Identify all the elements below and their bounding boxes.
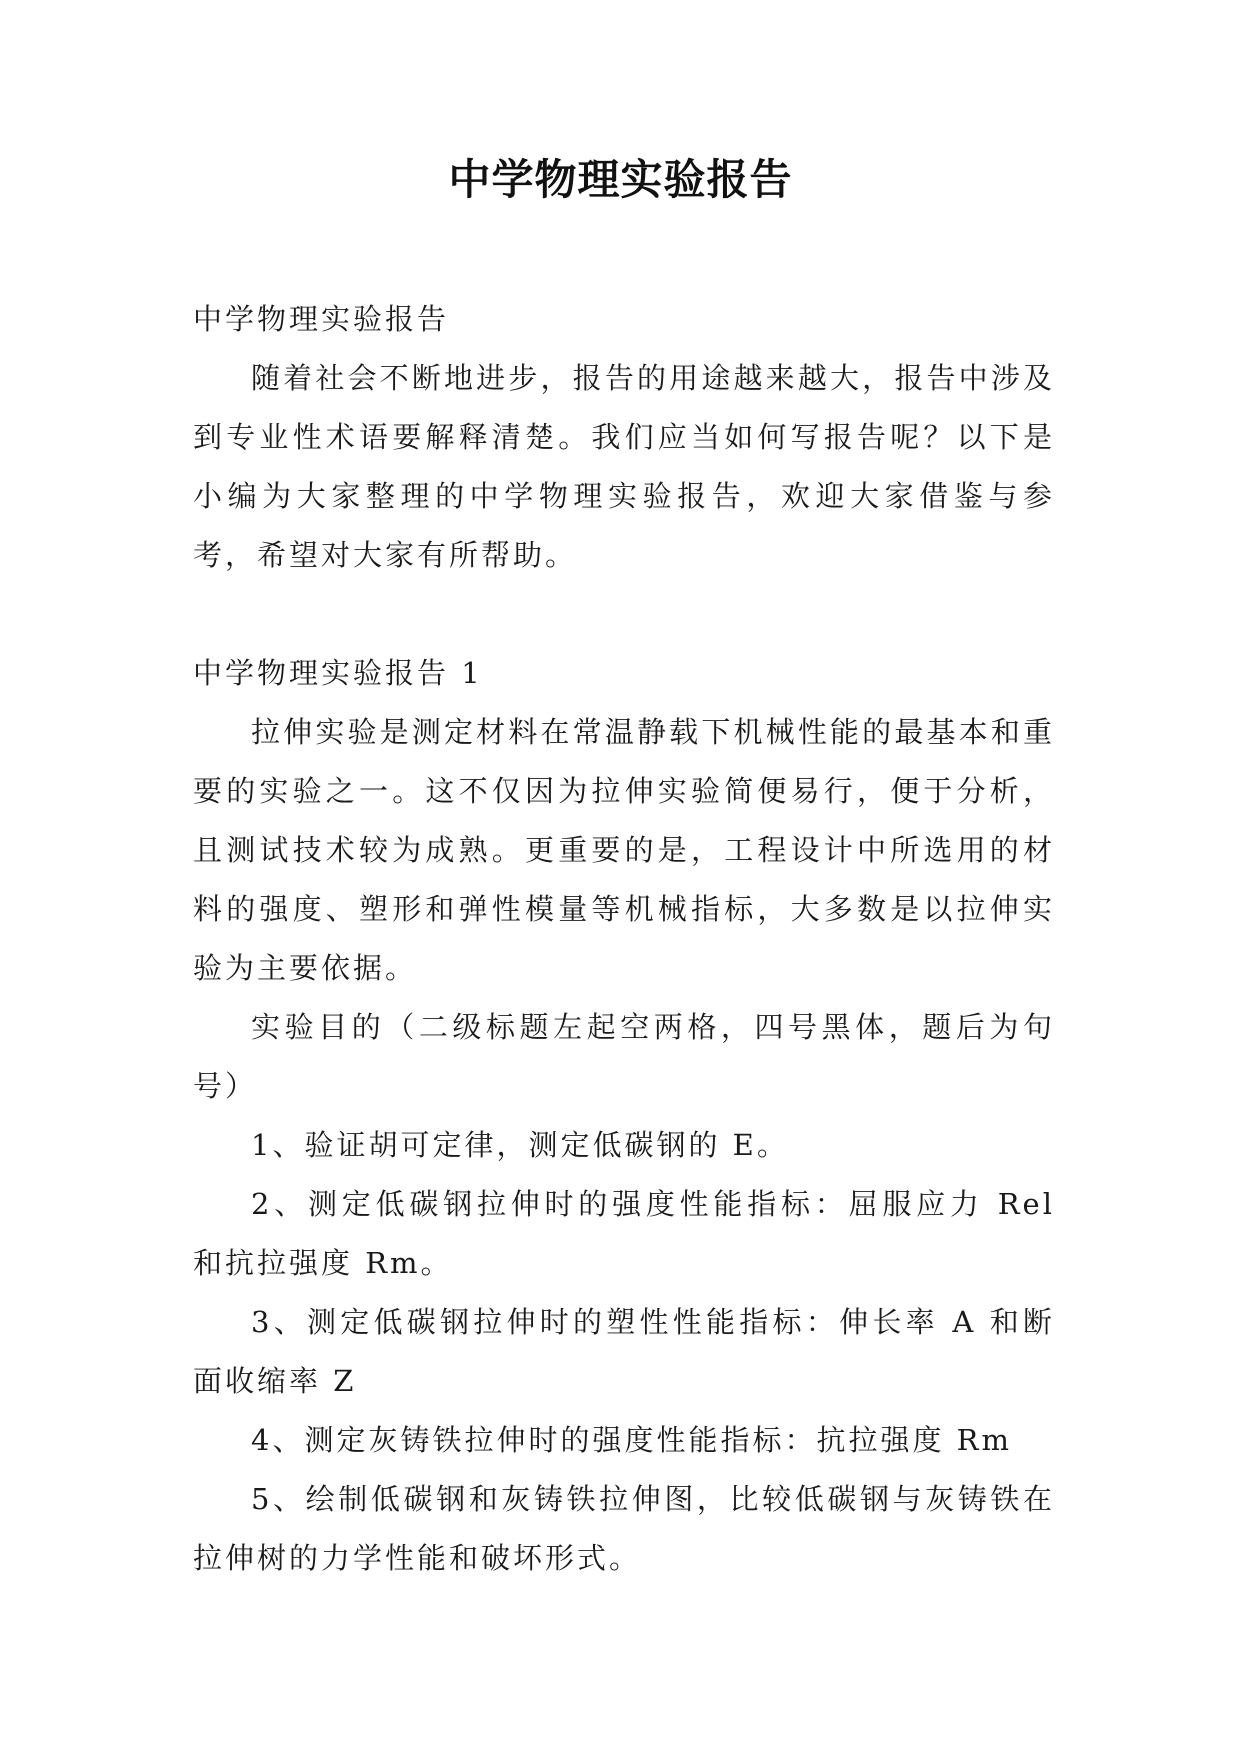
list-item: 5、绘制低碳钢和灰铸铁拉伸图，比较低碳钢与灰铸铁在拉伸树的力学性能和破坏形式。 <box>193 1482 1055 1575</box>
list-item: 4、测定灰铸铁拉伸时的强度性能指标：抗拉强度 Rm <box>251 1423 1013 1457</box>
intro-paragraph: 随着社会不断地进步，报告的用途越来越大，报告中涉及到专业性术语要解释清楚。我们应当如何写报告呢？以下是小编为大家整理的中学物理实验报告，欢迎大家借鉴与参考，希望对大家有所帮助。 <box>193 361 1055 572</box>
section-paragraph: 拉伸实验是测定材料在常温静载下机械性能的最基本和重要的实验之一。这不仅因为拉伸实验简便易行，便于分析，且测试技术较为成熟。更重要的是，工程设计中所选用的材料的强度、塑形和弹性模量等机械指标，大多数是以拉伸实验为主要依据。 <box>193 715 1055 985</box>
purpose-heading: 实验目的（二级标题左起空两格，四号黑体，题后为句号） <box>193 1010 1055 1103</box>
document-title: 中学物理实验报告 <box>448 155 793 204</box>
list-item: 1、验证胡可定律，测定低碳钢的 E。 <box>251 1128 789 1162</box>
list-item: 3、测定低碳钢拉伸时的塑性性能指标：伸长率 A 和断面收缩率 Z <box>193 1305 1055 1398</box>
document-body <box>193 290 1055 1588</box>
intro-heading: 中学物理实验报告 <box>193 302 450 336</box>
section-heading: 中学物理实验报告 1 <box>193 656 483 690</box>
list-item: 2、测定低碳钢拉伸时的强度性能指标：屈服应力 Rel 和抗拉强度 Rm。 <box>193 1187 1055 1280</box>
paragraph-gap <box>193 585 1055 644</box>
